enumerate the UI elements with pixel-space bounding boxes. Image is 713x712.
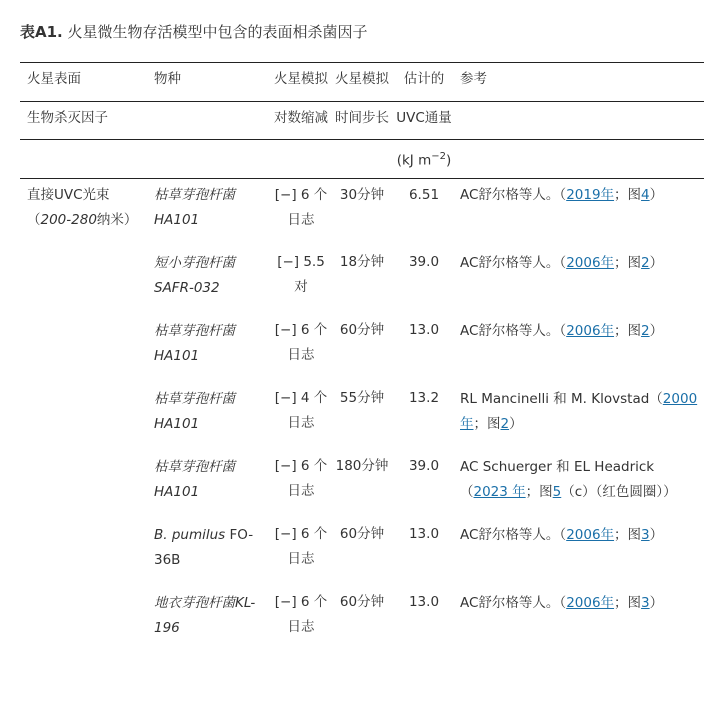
log-reduction-cell: [−] 4 个日志 [274,389,328,431]
species-cell: 地衣芽孢杆菌KL-196 [154,594,256,636]
ref-year-link[interactable]: 2006年 [566,594,615,611]
caption-label: 表A1. [20,23,63,41]
table-caption [20,20,700,44]
table-row [20,518,704,586]
time-step-cell: 60分钟 [339,321,385,338]
factor-cell: 直接UVC光束 （200-280纳米） [20,178,150,246]
reference-cell: AC Schuerger 和 EL Headrick（2023 年；图5（c）（红色圆圈）） [460,458,677,500]
ref-figure-link[interactable]: 3 [641,526,650,543]
time-step-cell: 180分钟 [335,457,389,474]
table-row [20,246,704,314]
header-species: 物种 [150,63,270,102]
ref-year-link[interactable]: 2023 年 [473,483,526,500]
species-cell: 短小芽孢杆菌SAFR-032 [154,254,235,296]
species-cell: B. pumilus FO-36B [154,526,254,568]
header-uvc-flux: UVC通量 [392,102,456,140]
uvc-cell: 13.2 [408,389,440,406]
species-cell: 枯草芽孢杆菌HA101 [154,390,235,432]
ref-year-link[interactable]: 2006年 [566,526,615,543]
header-estimated: 估计的 [392,63,456,102]
header-time-step: 时间步长 [332,102,392,140]
uvc-cell: 13.0 [408,525,440,542]
ref-figure-link[interactable]: 2 [500,415,510,432]
header-biocidal-factor: 生物杀灭因子 [20,102,150,140]
table-row [20,450,704,518]
header-row-1 [20,63,704,102]
header-uvc-unit: (kJ $m^{-2}$) [392,140,456,179]
time-step-cell: 30分钟 [332,178,392,246]
ref-figure-link[interactable]: 3 [641,594,650,611]
uvc-cell: 39.0 [408,457,440,474]
log-reduction-cell: [−] 5.5 对 [277,253,325,295]
table-row [20,178,704,246]
uvc-cell: 13.0 [408,593,440,610]
header-reference: 参考 [456,63,704,102]
table-row [20,586,704,654]
log-reduction-cell: [−] 6 个日志 [274,593,328,635]
log-reduction-cell: [−] 6 个日志 [274,457,328,499]
ref-year-link[interactable]: 2006年 [566,254,615,271]
uvc-cell: 6.51 [392,178,456,246]
header-mars-surface: 火星表面 [20,63,150,102]
log-reduction-cell: [−] 6 个日志 [274,321,328,363]
reference-cell: RL Mancinelli 和 M. Klovstad（2000年；图2） [460,390,698,432]
header-log-reduction: 对数缩减 [270,102,332,140]
time-step-cell: 60分钟 [339,525,385,542]
uvc-cell: 39.0 [408,253,440,270]
time-step-cell: 60分钟 [339,593,385,610]
species-cell: 枯草芽孢杆菌HA101 [150,178,270,246]
reference-cell: AC舒尔格等人。（2006年；图3） [460,526,664,543]
species-cell: 枯草芽孢杆菌HA101 [154,458,235,500]
log-reduction-cell: [−] 6 个日志 [270,178,332,246]
ref-year-link[interactable]: 2006年 [566,322,615,339]
header-mars-sim-2: 火星模拟 [332,63,392,102]
ref-figure-link[interactable]: 2 [641,322,650,339]
reference-cell: AC舒尔格等人。（2019年；图4） [456,178,704,246]
ref-figure-link[interactable]: 4 [641,186,650,203]
table-row [20,382,704,450]
header-mars-sim-1: 火星模拟 [270,63,332,102]
data-table [20,62,704,654]
ref-year-link[interactable]: 2019年 [566,186,615,203]
species-cell: 枯草芽孢杆菌HA101 [154,322,235,364]
time-step-cell: 55分钟 [339,389,385,406]
header-row-3 [20,140,704,179]
header-row-2 [20,102,704,140]
table-row [20,314,704,382]
caption-text: 火星微生物存活模型中包含的表面相杀菌因子 [62,23,368,41]
uvc-cell: 13.0 [408,321,440,338]
reference-cell: AC舒尔格等人。（2006年；图2） [460,322,664,339]
ref-year-link[interactable]: 2000年 [460,390,698,432]
ref-figure-link[interactable]: 2 [641,254,650,271]
reference-cell: AC舒尔格等人。（2006年；图2） [460,254,664,271]
time-step-cell: 18分钟 [339,253,385,270]
ref-figure-link[interactable]: 5 [552,483,562,500]
reference-cell: AC舒尔格等人。（2006年；图3） [460,594,664,611]
log-reduction-cell: [−] 6 个日志 [274,525,328,567]
